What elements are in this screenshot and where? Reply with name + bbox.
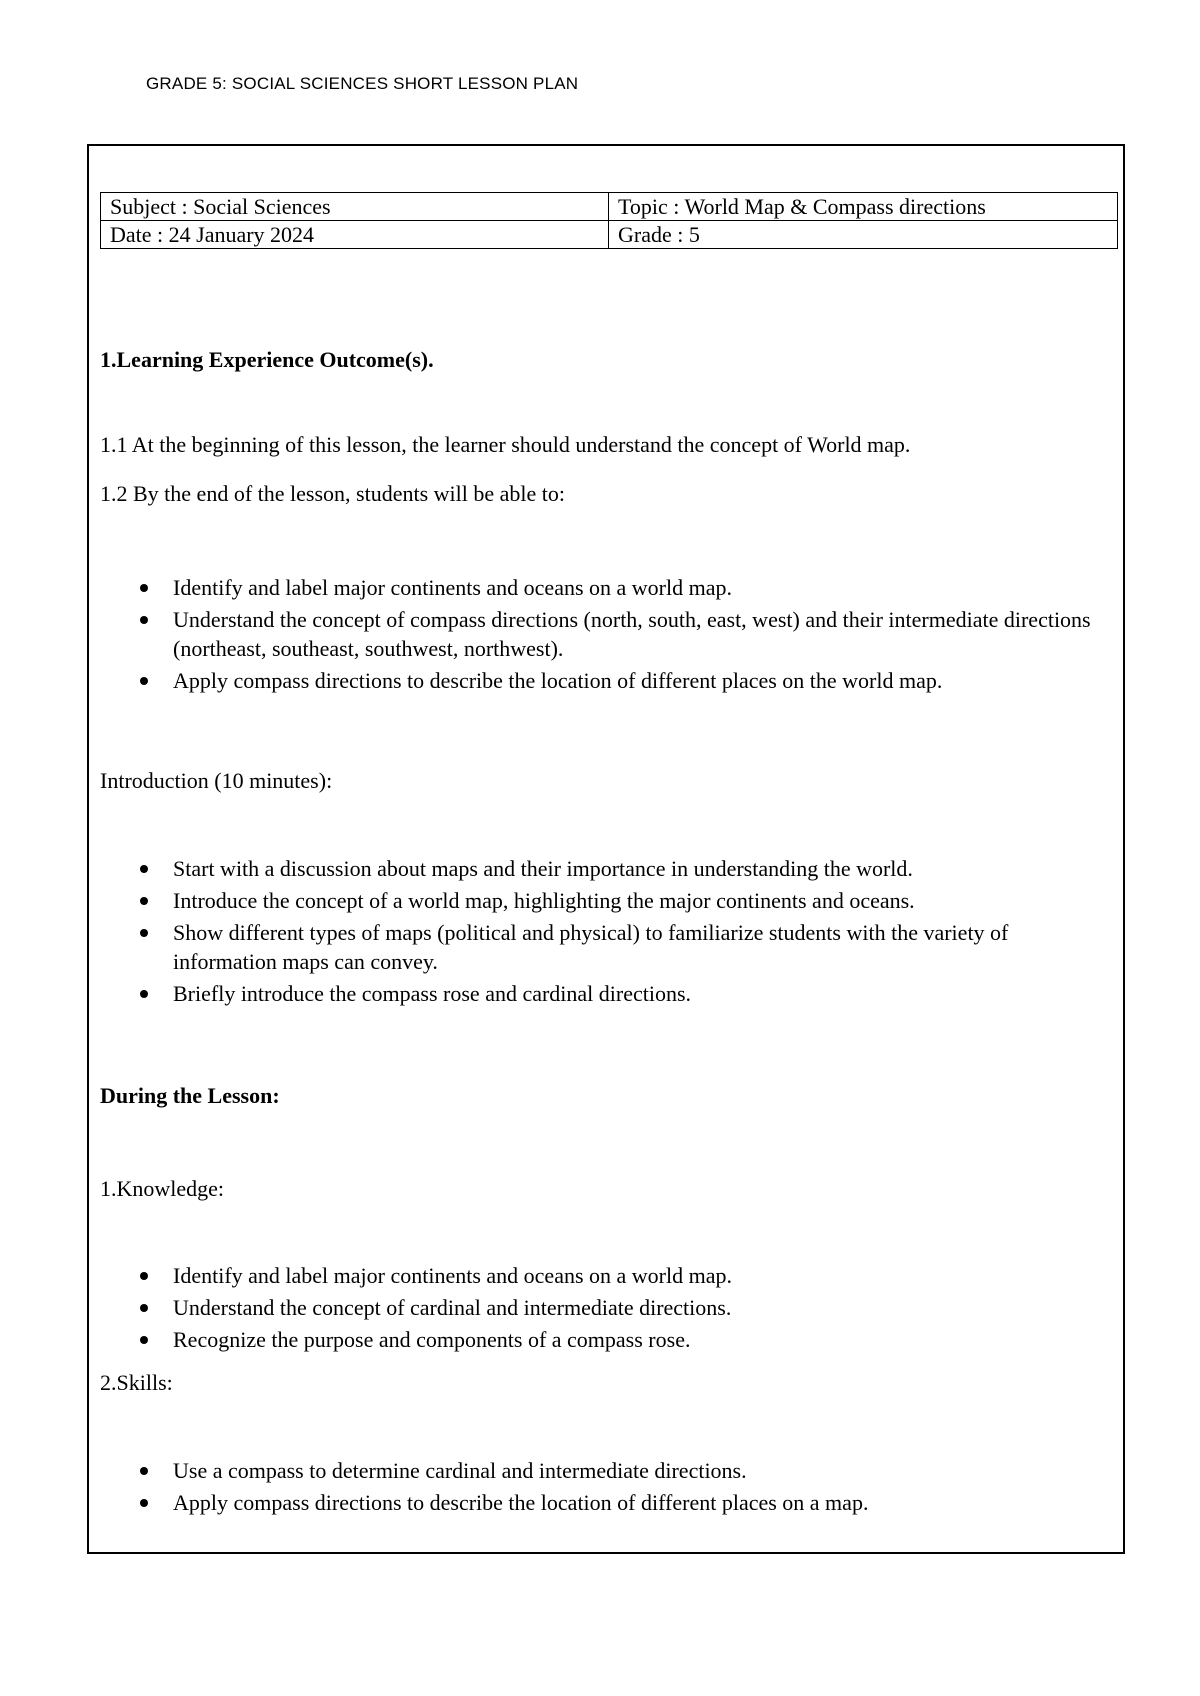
bullet-icon	[140, 616, 148, 624]
knowledge-heading: 1.Knowledge:	[100, 1176, 225, 1201]
date-cell: Date : 24 January 2024	[101, 221, 609, 249]
skills-list	[89, 1456, 1123, 1520]
bullet-icon	[140, 677, 148, 685]
introduction-list	[89, 854, 1123, 1011]
bullet-icon	[140, 1467, 148, 1475]
lesson-info-table	[100, 192, 1118, 249]
bullet-icon	[140, 584, 148, 592]
list-item: Identify and label major continents and oceans on a world map.	[89, 1261, 1123, 1290]
list-item: Apply compass directions to describe the location of different places on a map.	[89, 1488, 1123, 1517]
during-lesson-heading: During the Lesson:	[100, 1083, 280, 1108]
introduction-heading: Introduction (10 minutes):	[100, 768, 333, 793]
skills-heading: 2.Skills:	[100, 1370, 173, 1395]
list-item: Identify and label major continents and oceans on a world map.	[89, 573, 1123, 602]
table-row	[101, 221, 1118, 249]
bullet-icon	[140, 1499, 148, 1507]
bullet-icon	[140, 1304, 148, 1312]
bullet-icon	[140, 865, 148, 873]
list-item: Use a compass to determine cardinal and intermediate directions.	[89, 1456, 1123, 1485]
list-item: Understand the concept of cardinal and intermediate directions.	[89, 1293, 1123, 1322]
bullet-icon	[140, 897, 148, 905]
table-row	[101, 193, 1118, 221]
list-item: Introduce the concept of a world map, highlighting the major continents and oceans.	[89, 886, 1123, 915]
list-item: Apply compass directions to describe the location of different places on the world map.	[89, 666, 1123, 695]
bullet-icon	[140, 990, 148, 998]
grade-cell: Grade : 5	[609, 221, 1118, 249]
outcome-1-1: 1.1 At the beginning of this lesson, the learner should understand the concept of World map.	[100, 432, 911, 457]
bullet-icon	[140, 929, 148, 937]
topic-cell: Topic : World Map & Compass directions	[609, 193, 1118, 221]
lesson-plan-frame	[87, 144, 1125, 1554]
knowledge-list	[89, 1261, 1123, 1357]
list-item: Understand the concept of compass directions (north, south, east, west) and their intermediate directions (northeast, southeast, southwest, northwest).	[89, 605, 1123, 663]
list-item: Recognize the purpose and components of a compass rose.	[89, 1325, 1123, 1354]
outcomes-heading: 1.Learning Experience Outcome(s).	[100, 347, 434, 372]
bullet-icon	[140, 1336, 148, 1344]
outcome-1-2: 1.2 By the end of the lesson, students will be able to:	[100, 481, 565, 506]
bullet-icon	[140, 1272, 148, 1280]
document-header: GRADE 5: SOCIAL SCIENCES SHORT LESSON PLAN	[146, 74, 579, 93]
list-item: Show different types of maps (political and physical) to familiarize students with the variety of information maps can convey.	[89, 918, 1123, 976]
list-item: Briefly introduce the compass rose and cardinal directions.	[89, 979, 1123, 1008]
list-item: Start with a discussion about maps and their importance in understanding the world.	[89, 854, 1123, 883]
outcomes-list	[89, 573, 1123, 698]
subject-cell: Subject : Social Sciences	[101, 193, 609, 221]
